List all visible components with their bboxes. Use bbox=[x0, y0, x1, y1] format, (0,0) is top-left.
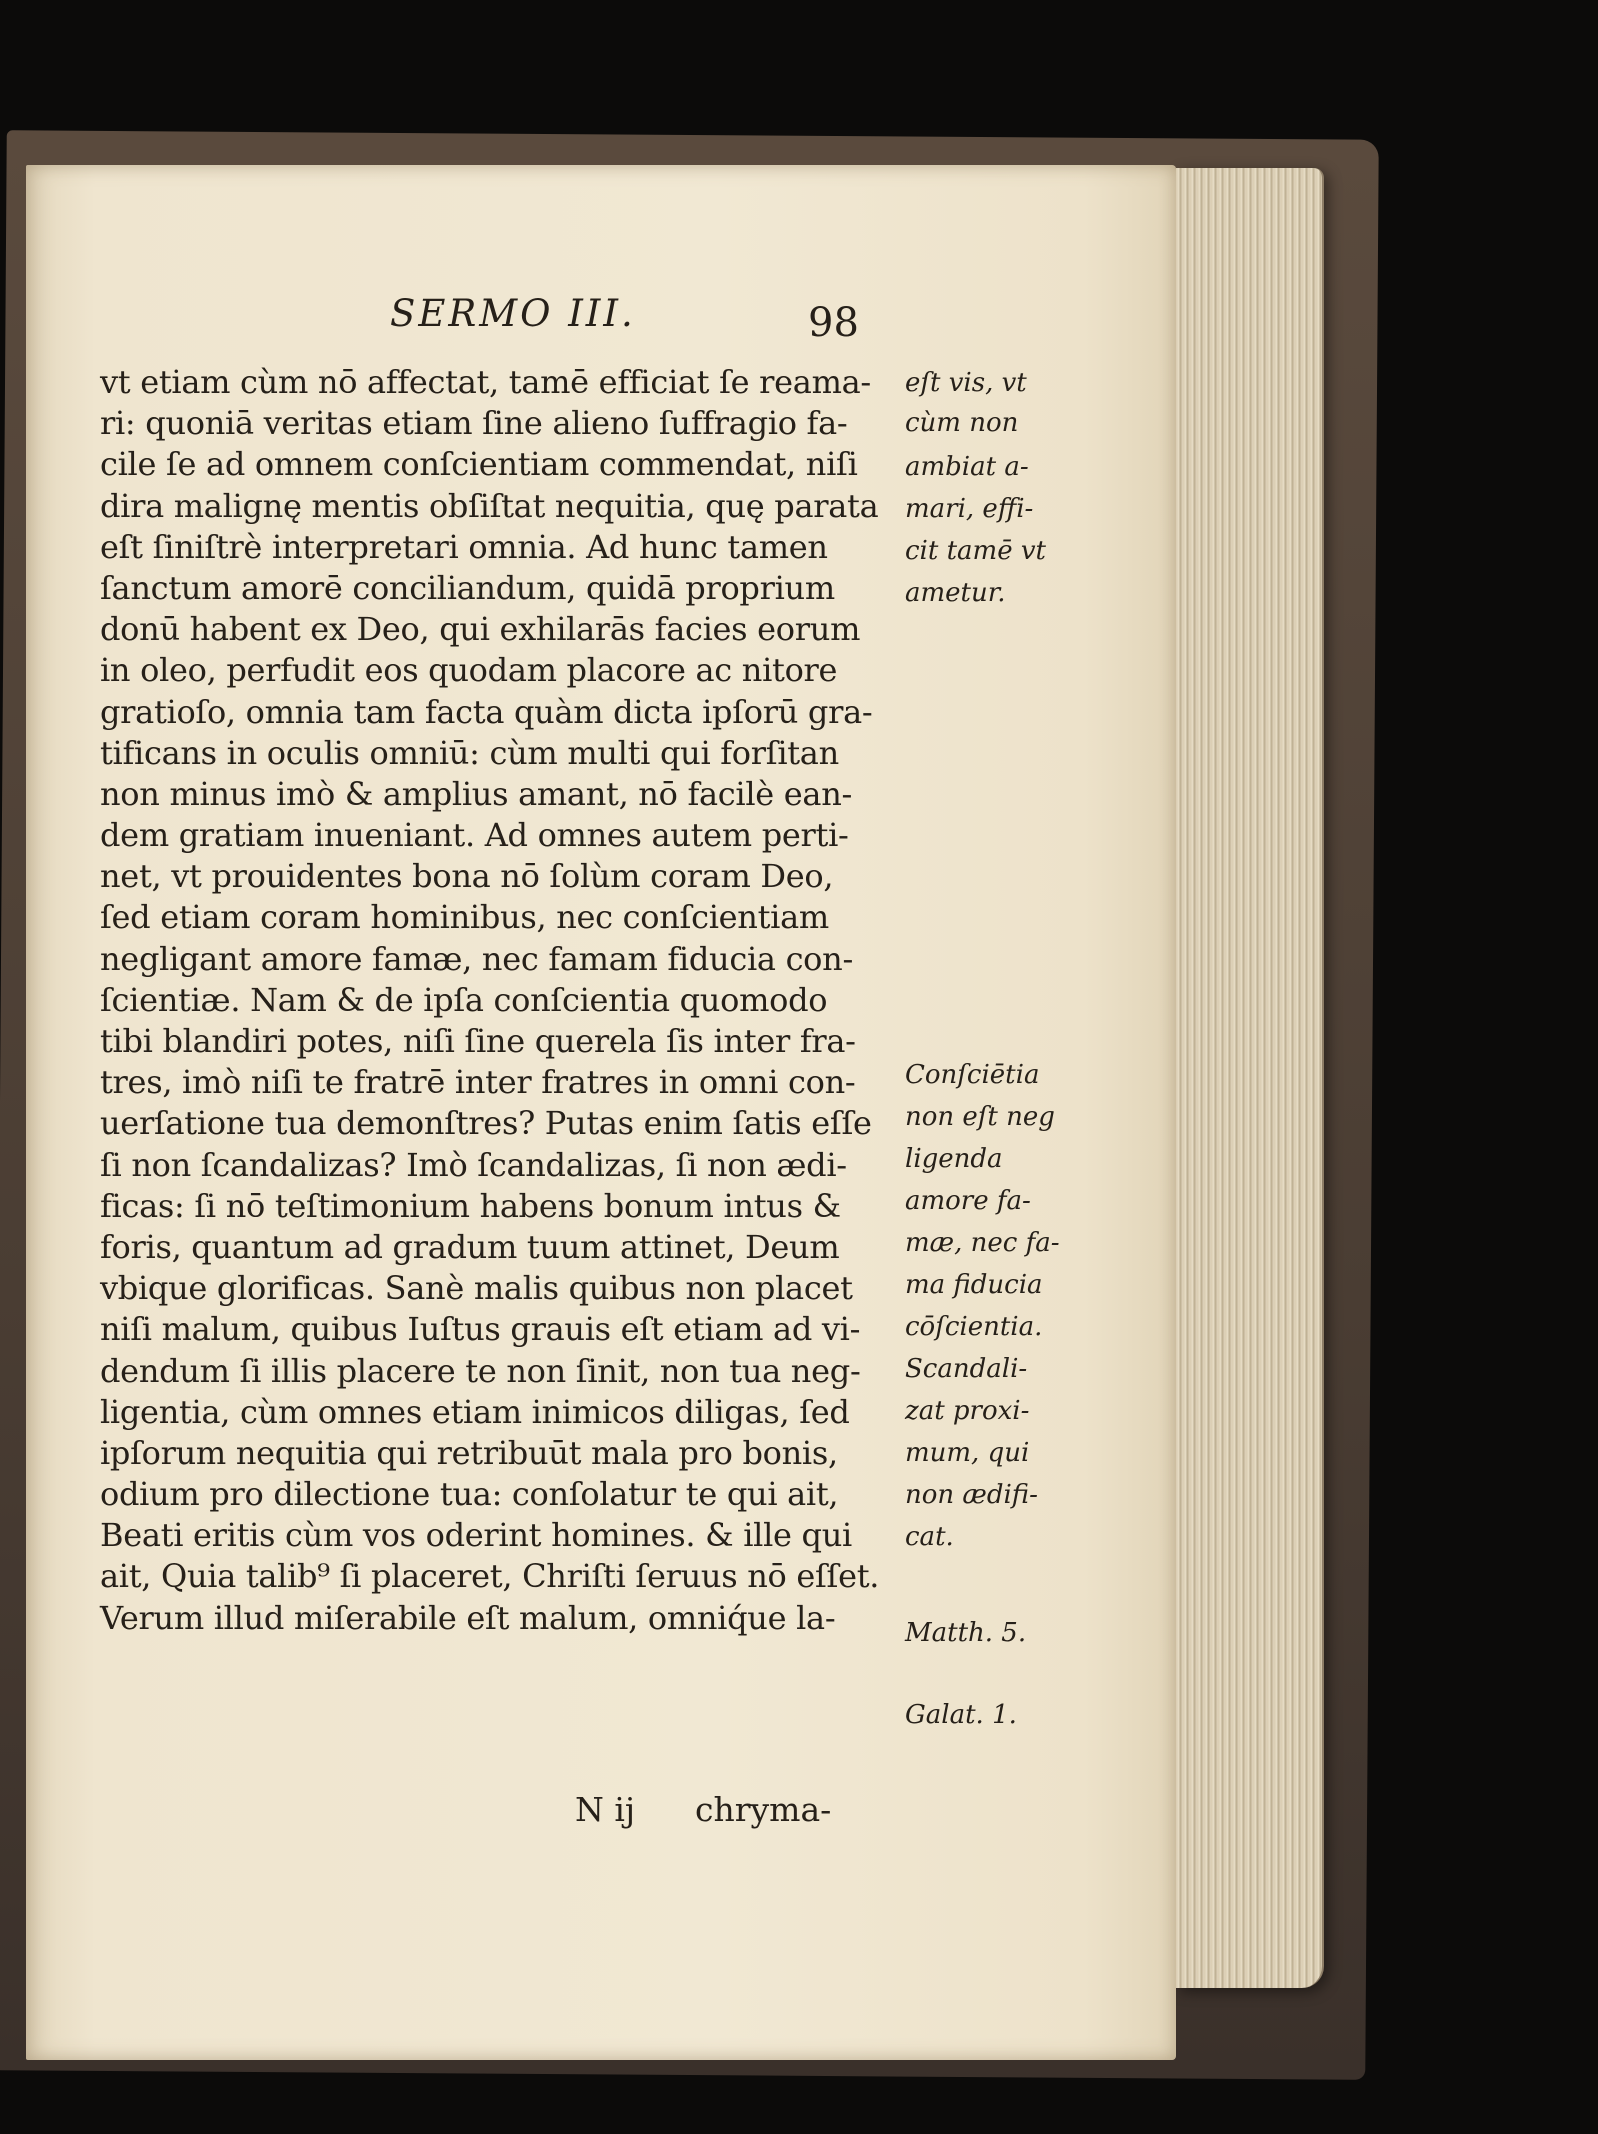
page-edges bbox=[1176, 168, 1324, 1988]
main-text-block bbox=[100, 362, 900, 1639]
margin-note-line: non eſt neg bbox=[905, 1102, 1055, 1132]
margin-note-line: cit tamē vt bbox=[905, 536, 1046, 566]
text-line: foris, quantum ad gradum tuum attinet, Deum bbox=[100, 1227, 840, 1266]
text-line: odium pro dilectione tua: conſolatur te qui ait, bbox=[100, 1475, 839, 1514]
text-line: uerſatione tua demonſtres? Putas enim ſatis eſſe bbox=[100, 1104, 872, 1143]
text-line: donū habent ex Deo, qui exhilarās facies eorum bbox=[100, 610, 861, 649]
catchword: chryma- bbox=[695, 1790, 832, 1829]
text-line: non minus imò & amplius amant, nō facilè ean- bbox=[100, 774, 853, 813]
text-line: negligant amore famæ, nec famam fiducia con- bbox=[100, 939, 853, 978]
text-line: cile ſe ad omnem conſcientiam commendat, niſi bbox=[100, 445, 858, 484]
signature-mark: N ij bbox=[575, 1790, 636, 1829]
margin-note-line: ma fiducia bbox=[905, 1270, 1043, 1300]
margin-note-line: ligenda bbox=[905, 1144, 1003, 1174]
text-line: ait, Quia talib⁹ ſi placeret, Chriſti ſeruus nō eſſet. bbox=[100, 1557, 880, 1596]
text-line: Beati eritis cùm vos oderint homines. & ille qui bbox=[100, 1516, 852, 1555]
margin-note-line: amore fa- bbox=[905, 1186, 1031, 1216]
text-line: ligentia, cùm omnes etiam inimicos diligas, ſed bbox=[100, 1392, 850, 1431]
margin-note-line: mari, effi- bbox=[905, 494, 1034, 524]
text-line: in oleo, perfudit eos quodam placore ac nitore bbox=[100, 651, 838, 690]
text-line: niſi malum, quibus Iuſtus grauis eſt etiam ad vi- bbox=[100, 1310, 861, 1349]
text-line: ſanctum amorē conciliandum, quidā proprium bbox=[100, 568, 835, 607]
text-line: tificans in oculis omniū: cùm multi qui forſitan bbox=[100, 733, 839, 772]
text-line: net, vt prouidentes bona nō ſolùm coram Deo, bbox=[100, 857, 834, 896]
text-line: tres, imò niſi te fratrē inter fratres in omni con- bbox=[100, 1063, 856, 1102]
text-line: ſcientiæ. Nam & de ipſa conſcientia quomodo bbox=[100, 980, 828, 1019]
margin-note-line: ambiat a- bbox=[905, 452, 1029, 482]
margin-note-line: Matth. 5. bbox=[905, 1618, 1027, 1648]
text-line: dem gratiam inueniant. Ad omnes autem perti- bbox=[100, 816, 849, 855]
page-number: 98 bbox=[808, 300, 859, 346]
text-line: eſt ſiniſtrè interpretari omnia. Ad hunc tamen bbox=[100, 527, 828, 566]
margin-note-line: Galat. 1. bbox=[905, 1700, 1017, 1730]
text-line: dira malignę mentis obſiſtat nequitia, quę parata bbox=[100, 486, 879, 525]
text-line: ficas: ſi nō teſtimonium habens bonum intus & bbox=[100, 1186, 841, 1225]
text-line: dendum ſi illis placere te non ſinit, non tua neg- bbox=[100, 1351, 861, 1390]
running-head: SERMO III. bbox=[390, 292, 636, 335]
text-line: gratioſo, omnia tam facta quàm dicta ipſorū gra- bbox=[100, 692, 873, 731]
text-line: vt etiam cùm nō affectat, tamē efficiat ſe reama- bbox=[100, 363, 871, 401]
text-line: ri: quoniā veritas etiam ſine alieno ſuffragio fa- bbox=[100, 404, 848, 443]
margin-note-line: cùm non bbox=[905, 408, 1019, 438]
margin-note-line: ametur. bbox=[905, 578, 1006, 608]
text-line: Verum illud miſerabile eſt malum, omniq́ue la- bbox=[100, 1598, 836, 1637]
margin-note-line: mum, qui bbox=[905, 1438, 1030, 1468]
text-line: ipſorum nequitia qui retribuūt mala pro bonis, bbox=[100, 1433, 838, 1472]
margin-note-line: non ædifi- bbox=[905, 1480, 1038, 1510]
margin-note-line: cōſcientia. bbox=[905, 1312, 1043, 1342]
margin-note-line: Conſciētia bbox=[905, 1060, 1040, 1090]
margin-note-line: cat. bbox=[905, 1522, 954, 1552]
margin-note-line: zat proxi- bbox=[905, 1396, 1030, 1426]
text-line: vbique glorificas. Sanè malis quibus non placet bbox=[100, 1269, 853, 1308]
margin-note-line: eſt vis, vt bbox=[905, 368, 1027, 398]
text-line: tibi blandiri potes, niſi ſine querela ſis inter fra- bbox=[100, 1022, 856, 1060]
text-line: ſed etiam coram hominibus, nec conſcientiam bbox=[100, 898, 829, 937]
text-line: ſi non ſcandalizas? Imò ſcandalizas, ſi non ædi- bbox=[100, 1145, 847, 1184]
margin-note-line: mæ, nec fa- bbox=[905, 1228, 1060, 1258]
margin-note-line: Scandali- bbox=[905, 1354, 1028, 1384]
